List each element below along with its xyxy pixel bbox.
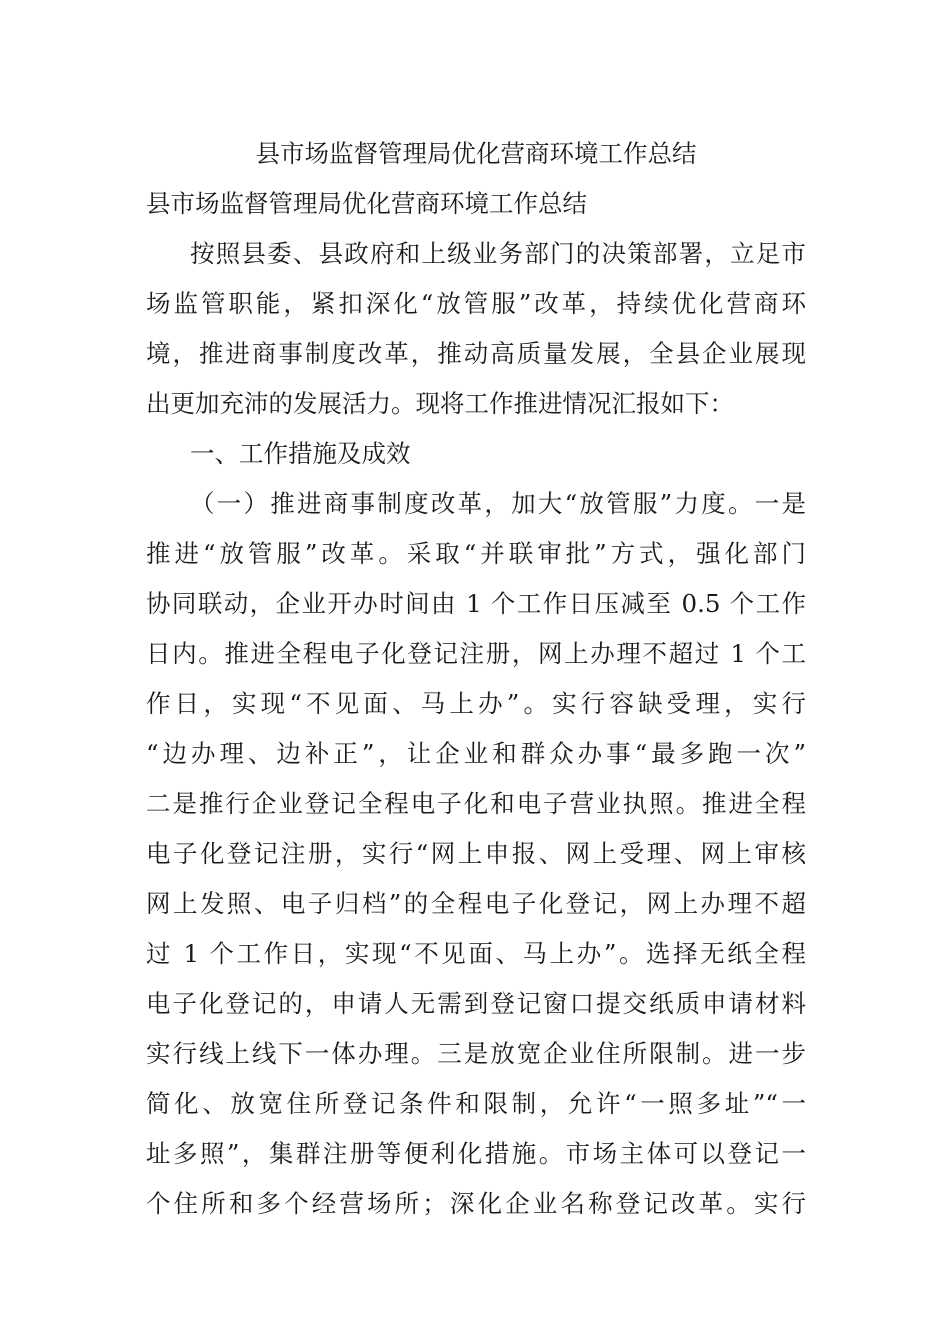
intro-line: 按照县委、县政府和上级业务部门的决策部署，立足市 bbox=[190, 239, 806, 268]
body-line: 实行线上线下一体办理。三是放宽企业住所限制。进一步 bbox=[146, 1039, 806, 1068]
body-line: 推进“放管服”改革。采取“并联审批”方式，强化部门 bbox=[146, 539, 806, 568]
intro-line: 场监管职能，紧扣深化“放管服”改革，持续优化营商环 bbox=[146, 289, 806, 318]
body-line: 日内。推进全程电子化登记注册，网上办理不超过 1 个工 bbox=[146, 639, 806, 668]
intro-line: 出更加充沛的发展活力。现将工作推进情况汇报如下： bbox=[146, 389, 734, 418]
body-line: 协同联动，企业开办时间由 1 个工作日压减至 0.5 个工作 bbox=[146, 589, 806, 618]
body-line: 作日，实现“不见面、马上办”。实行容缺受理，实行 bbox=[146, 689, 806, 718]
body-line: 个住所和多个经营场所；深化企业名称登记改革。实行 bbox=[146, 1189, 806, 1218]
body-line: 过 1 个工作日，实现“不见面、马上办”。选择无纸全程 bbox=[146, 939, 806, 968]
document-title: 县市场监督管理局优化营商环境工作总结 bbox=[255, 139, 697, 168]
body-line: 电子化登记的，申请人无需到登记窗口提交纸质申请材料 bbox=[146, 989, 806, 1018]
document-body bbox=[146, 129, 806, 1229]
body-line: 简化、放宽住所登记条件和限制，允许“一照多址”“一 bbox=[146, 1089, 806, 1118]
body-line: 电子化登记注册，实行“网上申报、网上受理、网上审核 bbox=[146, 839, 806, 868]
document-subtitle: 县市场监督管理局优化营商环境工作总结 bbox=[146, 189, 587, 218]
body-line: （一）推进商事制度改革，加大“放管服”力度。一是 bbox=[190, 489, 806, 518]
intro-line: 境，推进商事制度改革，推动高质量发展，全县企业展现 bbox=[146, 339, 806, 368]
body-line: “边办理、边补正”，让企业和群众办事“最多跑一次” bbox=[146, 739, 806, 768]
section-heading: 一、工作措施及成效 bbox=[190, 439, 411, 468]
body-line: 二是推行企业登记全程电子化和电子营业执照。推进全程 bbox=[146, 789, 806, 818]
body-line: 网上发照、电子归档”的全程电子化登记，网上办理不超 bbox=[146, 889, 806, 918]
body-line: 址多照”，集群注册等便利化措施。市场主体可以登记一 bbox=[146, 1139, 806, 1168]
